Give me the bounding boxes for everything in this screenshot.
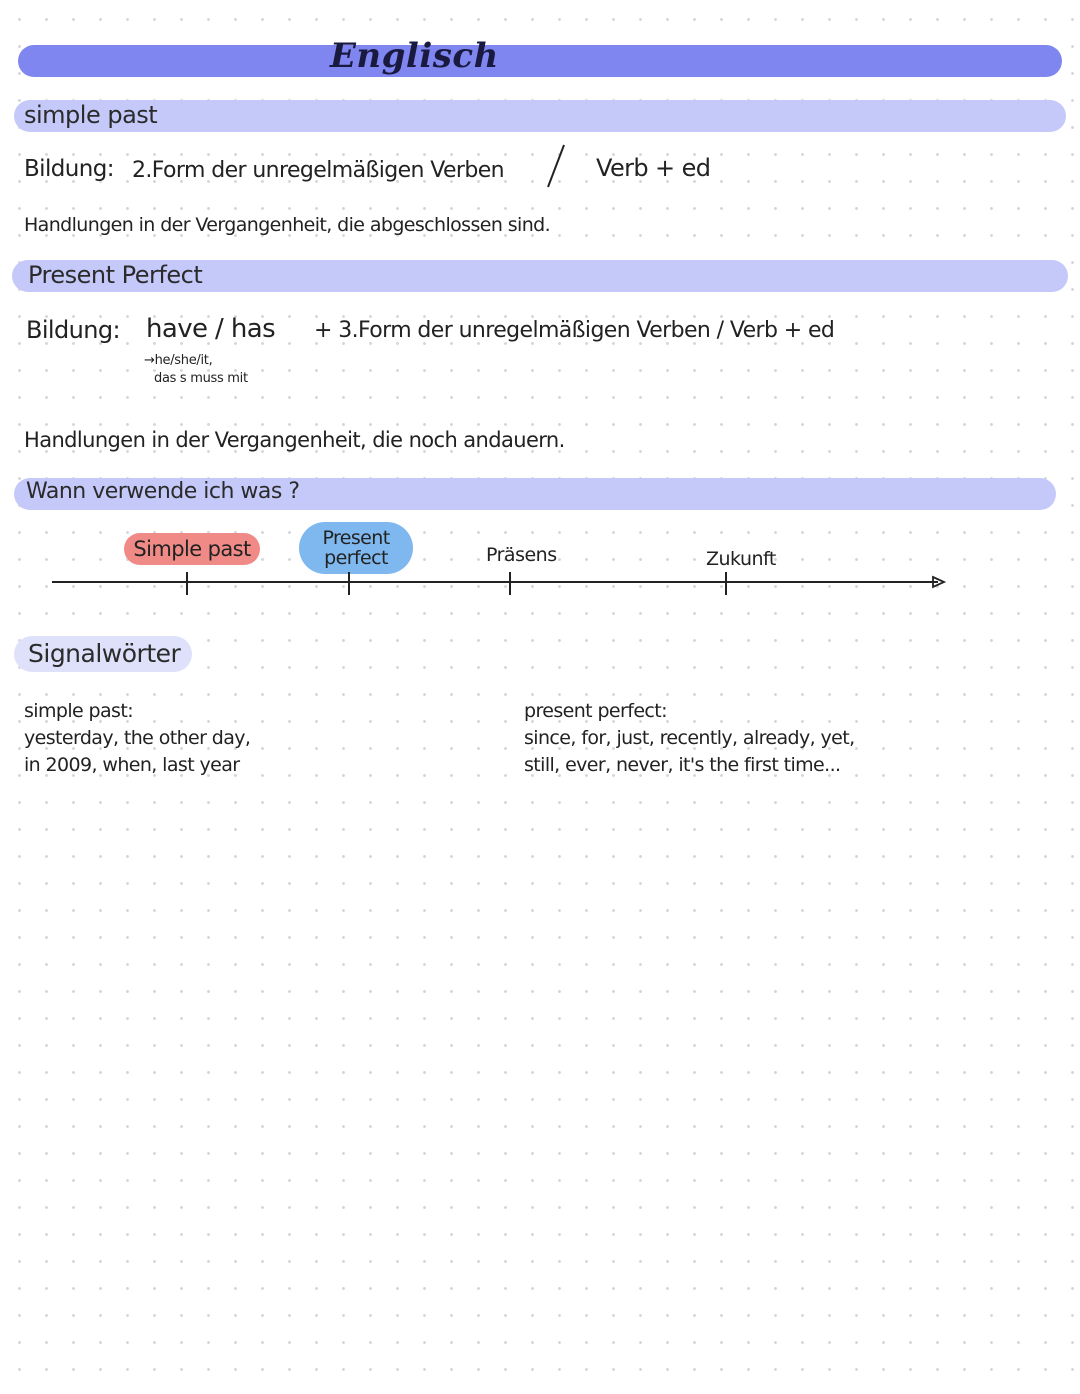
page-title: Englisch bbox=[330, 36, 499, 76]
present-perfect-note-line1: →he/she/it, bbox=[144, 353, 213, 368]
simple-past-pill bbox=[124, 533, 260, 565]
signal-present-perfect-title: present perfect: bbox=[524, 700, 667, 722]
present-perfect-pill bbox=[299, 522, 413, 574]
present-perfect-heading: Present Perfect bbox=[28, 261, 203, 289]
present-perfect-formation-label: Bildung: bbox=[26, 316, 120, 344]
signal-present-perfect-line1: since, for, just, recently, already, yet, bbox=[524, 727, 855, 749]
present-perfect-formation-aux: have / has bbox=[146, 314, 276, 344]
present-perfect-pill-line2: perfect bbox=[324, 547, 388, 569]
signal-simple-past-title: simple past: bbox=[24, 700, 134, 722]
title-bar bbox=[18, 45, 1062, 77]
signal-present-perfect-line2: still, ever, never, it's the first time... bbox=[524, 754, 841, 776]
slash-divider bbox=[540, 142, 570, 192]
when-heading: Wann verwende ich was ? bbox=[26, 479, 300, 504]
signal-simple-past-line2: in 2009, when, last year bbox=[24, 754, 240, 776]
simple-past-pill-label: Simple past bbox=[133, 537, 251, 561]
simple-past-usage: Handlungen in der Vergangenheit, die abgeschlossen sind. bbox=[24, 214, 551, 236]
present-perfect-note-line2: das s muss mit bbox=[154, 371, 248, 386]
simple-past-heading-bar bbox=[14, 100, 1066, 132]
simple-past-heading: simple past bbox=[24, 101, 158, 129]
timeline-axis bbox=[40, 568, 960, 608]
present-perfect-usage: Handlungen in der Vergangenheit, die noch andauern. bbox=[24, 428, 565, 452]
simple-past-formation-alt: Verb + ed bbox=[596, 154, 711, 182]
present-perfect-pill-line1: Present bbox=[322, 527, 390, 549]
simple-past-formation-label: Bildung: bbox=[24, 156, 114, 182]
signal-simple-past-line1: yesterday, the other day, bbox=[24, 727, 251, 749]
future-label: Zukunft bbox=[706, 548, 776, 570]
signal-words-heading: Signalwörter bbox=[28, 639, 181, 668]
present-perfect-formation-rest: + 3.Form der unregelmäßigen Verben / Verb + ed bbox=[314, 318, 835, 343]
present-label: Präsens bbox=[486, 544, 557, 566]
simple-past-formation-text: 2.Form der unregelmäßigen Verben bbox=[132, 158, 505, 183]
